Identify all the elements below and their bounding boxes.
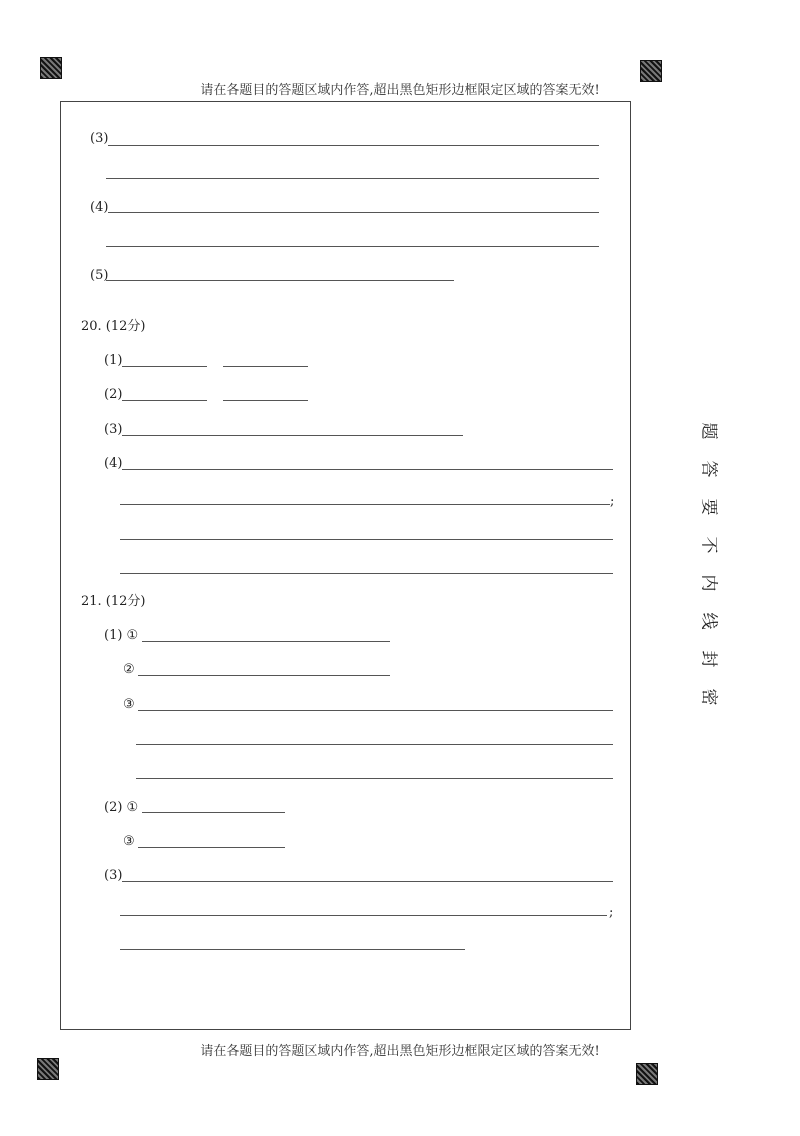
corner-marker-top-left xyxy=(40,57,62,79)
answer-line[interactable] xyxy=(223,400,308,401)
answer-line[interactable] xyxy=(120,573,613,574)
top-notice: 请在各题目的答题区域内作答,超出黑色矩形边框限定区域的答案无效! xyxy=(200,83,600,98)
answer-line[interactable] xyxy=(136,744,613,745)
q21-part1-sub2-label: ② xyxy=(123,662,135,677)
q20-part3-label: (3) xyxy=(104,422,123,437)
corner-marker-bottom-left xyxy=(37,1058,59,1080)
q19-part3-label: (3) xyxy=(90,131,109,146)
side-char: 封 xyxy=(698,650,718,668)
q21-part1-sub3-label: ③ xyxy=(123,697,135,712)
answer-line[interactable] xyxy=(120,949,465,950)
q21-part3-label: (3) xyxy=(104,868,123,883)
q19-part4-label: (4) xyxy=(90,200,109,215)
answer-line[interactable] xyxy=(122,400,207,401)
answer-line[interactable] xyxy=(120,539,613,540)
corner-marker-bottom-right xyxy=(636,1063,658,1085)
bottom-notice: 请在各题目的答题区域内作答,超出黑色矩形边框限定区域的答案无效! xyxy=(200,1044,600,1059)
answer-line[interactable] xyxy=(136,778,613,779)
answer-line[interactable] xyxy=(142,812,285,813)
seal-line-notice xyxy=(688,418,728,710)
side-char: 线 xyxy=(698,612,718,630)
q21-part1-label: (1) ① xyxy=(104,628,139,643)
q20-part4-label: (4) xyxy=(104,456,123,471)
semicolon: ; xyxy=(609,905,614,920)
answer-line[interactable] xyxy=(122,435,463,436)
answer-line[interactable] xyxy=(108,212,599,213)
answer-line[interactable] xyxy=(122,469,613,470)
answer-line[interactable] xyxy=(120,504,610,505)
answer-frame xyxy=(60,101,631,1030)
q20-part2-label: (2) xyxy=(104,387,123,402)
answer-line[interactable] xyxy=(122,881,613,882)
q21-part2-label: (2) ① xyxy=(104,800,139,815)
answer-line[interactable] xyxy=(106,246,599,247)
answer-line[interactable] xyxy=(142,641,390,642)
semicolon: ; xyxy=(610,494,615,509)
side-char: 内 xyxy=(698,574,718,592)
q21-part2-sub3-label: ③ xyxy=(123,834,135,849)
side-char: 题 xyxy=(698,422,718,440)
answer-line[interactable] xyxy=(138,675,390,676)
side-char: 不 xyxy=(698,536,718,554)
q21-heading: 21. (12分) xyxy=(81,594,146,609)
answer-line[interactable] xyxy=(108,145,599,146)
side-char: 要 xyxy=(698,498,718,516)
answer-line[interactable] xyxy=(106,178,599,179)
q20-part1-label: (1) xyxy=(104,353,123,368)
answer-line[interactable] xyxy=(223,366,308,367)
answer-line[interactable] xyxy=(106,280,454,281)
q19-part5-label: (5) xyxy=(90,268,109,283)
q20-heading: 20. (12分) xyxy=(81,319,146,334)
answer-line[interactable] xyxy=(138,710,613,711)
answer-line[interactable] xyxy=(120,915,607,916)
answer-line[interactable] xyxy=(122,366,207,367)
side-char: 密 xyxy=(698,688,718,706)
answer-line[interactable] xyxy=(138,847,285,848)
side-char: 答 xyxy=(698,460,718,478)
